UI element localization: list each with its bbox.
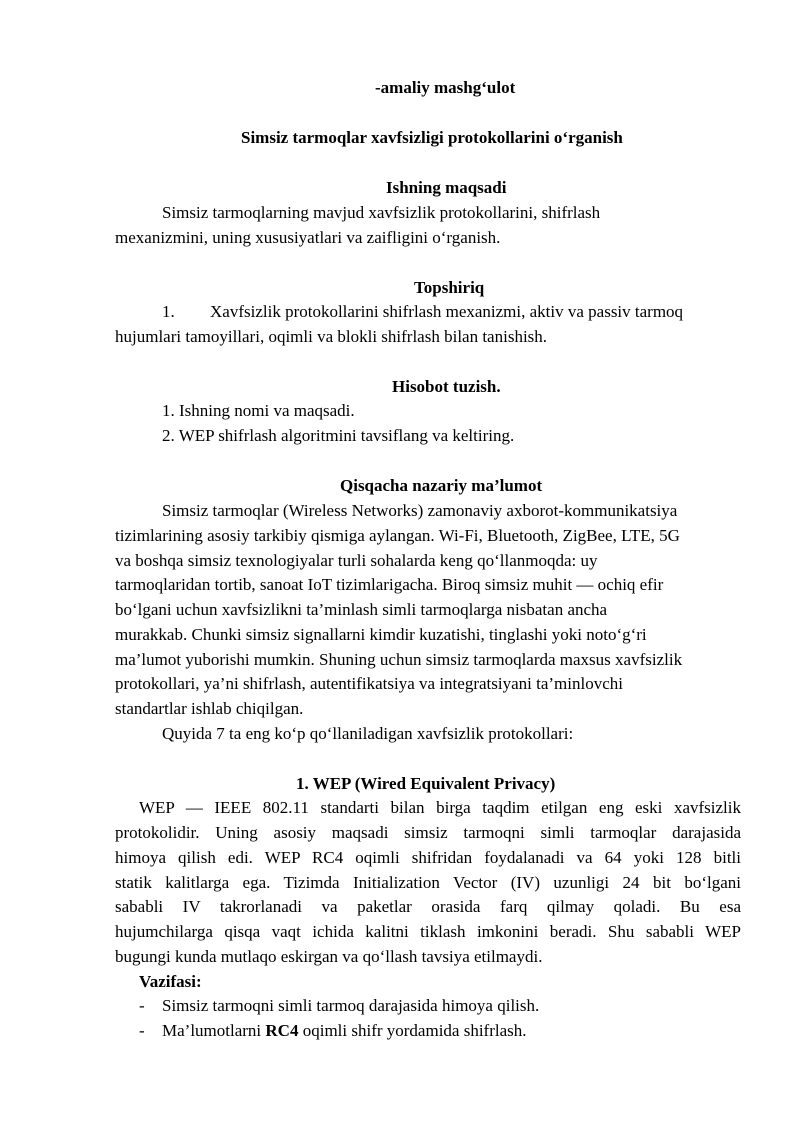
report-item: 1. Ishning nomi va maqsadi. xyxy=(162,401,355,420)
topic-title: Simsiz tarmoqlar xavfsizligi protokollarini o‘rganish xyxy=(241,128,623,147)
theory-line: tizimlarining asosiy tarkibiy qismiga aylangan. Wi-Fi, Bluetooth, ZigBee, LTE, 5G xyxy=(115,526,680,545)
task-heading: Topshiriq xyxy=(414,278,485,297)
task-item-line: Xavfsizlik protokollarini shifrlash mexanizmi, aktiv va passiv tarmoq xyxy=(210,302,684,321)
wep-tasks-heading: Vazifasi: xyxy=(139,972,202,991)
wep-heading: 1. WEP (Wired Equivalent Privacy) xyxy=(296,774,556,793)
theory-line: va boshqa simsiz texnologiyalar turli sohalarda keng qo‘llanmoqda: uy xyxy=(115,551,598,570)
report-heading: Hisobot tuzish. xyxy=(392,377,501,396)
wep-task-item xyxy=(162,1019,527,1043)
wep-line: sababli IV takrorlanadi va paketlar orasida farq qilmay qoladi. Bu esa xyxy=(115,897,741,916)
wep-line: statik kalitlarga ega. Tizimda Initialization Vector (IV) uzunligi 24 bit bo‘lgani xyxy=(115,873,741,892)
theory-line: bo‘lgani uchun xavfsizlikni ta’minlash simli tarmoqlarga nisbatan ancha xyxy=(115,600,608,619)
purpose-line: Simsiz tarmoqlarning mavjud xavfsizlik protokollarini, shifrlash xyxy=(162,203,601,222)
theory-intro-line: Quyida 7 ta eng ko‘p qo‘llaniladigan xavfsizlik protokollari: xyxy=(162,724,574,743)
theory-line: standartlar ishlab chiqilgan. xyxy=(115,699,304,718)
report-item: 2. WEP shifrlash algoritmini tavsiflang va keltiring. xyxy=(162,426,515,445)
purpose-heading: Ishning maqsadi xyxy=(386,178,507,197)
wep-line: protokolidir. Uning asosiy maqsadi simsiz tarmoqni simli tarmoqlar darajasida xyxy=(115,823,741,842)
theory-line: protokollari, ya’ni shifrlash, autentifikatsiya va integratsiyani ta’minlovchi xyxy=(115,674,623,693)
bullet-dash: - xyxy=(139,1021,145,1040)
wep-task-text: Ma’lumotlarni xyxy=(162,1021,266,1040)
theory-line: ma’lumot yuborishi mumkin. Shuning uchun simsiz tarmoqlarda maxsus xavfsizlik xyxy=(115,650,683,669)
theory-line: murakkab. Chunki simsiz signallarni kimdir kuzatishi, tinglashi yoki noto‘g‘ri xyxy=(115,625,647,644)
wep-line: himoya qilish edi. WEP RC4 oqimli shifridan foydalanadi va 64 yoki 128 bitli xyxy=(115,848,741,867)
bullet-dash: - xyxy=(139,996,145,1015)
wep-line: WEP — IEEE 802.11 standarti bilan birga taqdim etilgan eng eski xavfsizlik xyxy=(139,798,741,817)
wep-line: bugungi kunda mutlaqo eskirgan va qo‘llash tavsiya etilmaydi. xyxy=(115,947,543,966)
task-item-number: 1. xyxy=(162,302,175,321)
wep-task-item: Simsiz tarmoqni simli tarmoq darajasida himoya qilish. xyxy=(162,996,540,1015)
purpose-line: mexanizmini, uning xususiyatlari va zaifligini o‘rganish. xyxy=(115,228,501,247)
wep-line: hujumchilarga qisqa vaqt ichida kalitni tiklash imkonini beradi. Shu sababli WEP xyxy=(115,922,741,941)
wep-task-text: oqimli shifr yordamida shifrlash. xyxy=(298,1021,527,1040)
theory-line: Simsiz tarmoqlar (Wireless Networks) zamonaviy axborot-kommunikatsiya xyxy=(162,501,678,520)
theory-heading: Qisqacha nazariy ma’lumot xyxy=(340,476,543,495)
practice-title: -amaliy mashg‘ulot xyxy=(375,78,516,97)
theory-line: tarmoqlaridan tortib, sanoat IoT tizimlarigacha. Biroq simsiz muhit — ochiq efir xyxy=(115,575,664,594)
rc4-term: RC4 xyxy=(265,1021,299,1040)
task-item-line: hujumlari tamoyillari, oqimli va blokli shifrlash bilan tanishish. xyxy=(115,327,548,346)
